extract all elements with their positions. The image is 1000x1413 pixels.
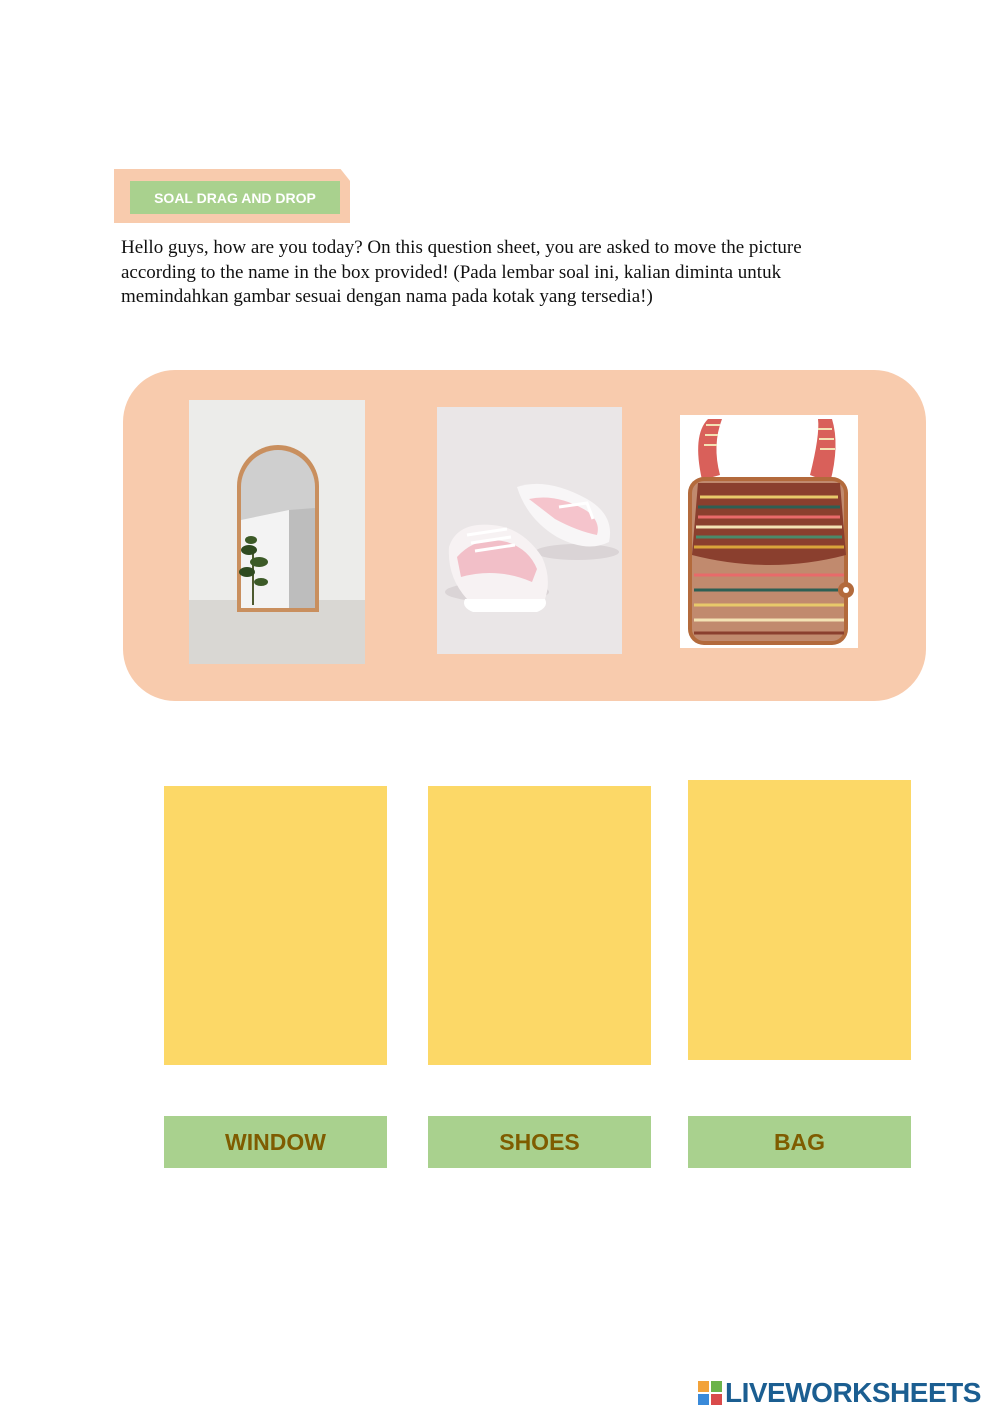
- drop-label-window: WINDOW: [164, 1116, 387, 1168]
- instructions-line-2: according to the name in the box provided! (Pada lembar soal ini, kalian diminta untuk: [121, 261, 782, 283]
- draggable-picture-shoes[interactable]: [437, 407, 622, 654]
- drop-label-shoes: SHOES: [428, 1116, 651, 1168]
- drop-label-bag: BAG: [688, 1116, 911, 1168]
- liveworksheets-brand-text: LIVEWORKSHEETS: [725, 1377, 981, 1408]
- liveworksheets-logo-icon: [698, 1381, 722, 1405]
- sneakers-image: [437, 407, 622, 654]
- title-badge: SOAL DRAG AND DROP: [130, 181, 340, 214]
- draggable-picture-mirror[interactable]: [189, 400, 365, 664]
- draggable-picture-bag[interactable]: [680, 415, 858, 648]
- instructions-line-1: Hello guys, how are you today? On this question sheet, you are asked to move the picture: [121, 237, 802, 258]
- drop-zone-bag[interactable]: [688, 780, 911, 1060]
- patterned-backpack-image: [680, 415, 858, 648]
- drop-zone-window[interactable]: [164, 786, 387, 1065]
- instructions-line-3: memindahkan gambar sesuai dengan nama pada kotak yang tersedia!): [121, 286, 653, 307]
- arched-mirror-image: [189, 400, 365, 664]
- drop-zone-shoes[interactable]: [428, 786, 651, 1065]
- instructions-text: [121, 236, 881, 310]
- liveworksheets-logo: [698, 1378, 981, 1408]
